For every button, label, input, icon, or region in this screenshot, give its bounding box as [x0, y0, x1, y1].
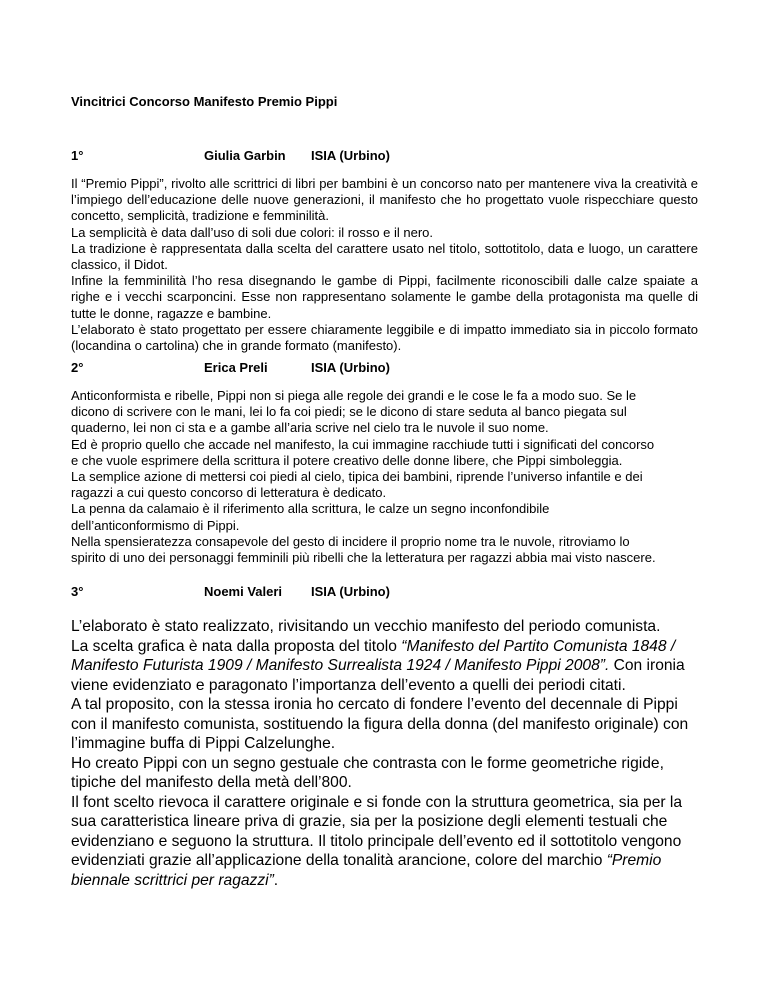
entry-school: ISIA (Urbino)	[311, 360, 390, 375]
text-span: .	[273, 871, 279, 889]
text-line: dicono di scrivere con le mani, lei lo fa coi piedi; se le dicono di stare seduta al banco piegata sul	[71, 404, 627, 420]
entry-header-first	[71, 148, 698, 164]
paragraph	[71, 793, 698, 891]
entry-author-name: Erica Preli	[204, 360, 268, 375]
text-line: Nella spensieratezza consapevole del gesto di incidere il proprio nome tra le nuvole, ritroviamo lo	[71, 533, 630, 549]
paragraph: Il “Premio Pippi”, rivolto alle scrittrici di libri per bambini è un concorso nato per mantenere viva la creatività e l’impiego dell’educazione delle nuove generazioni, il manifesto che ho progettato vuole rispecchiare questo concetto, semplicità, tradizione e femminilità.	[71, 176, 698, 224]
text-line: La penna da calamaio è il riferimento alla scrittura, le calze un segno inconfondibile	[71, 501, 550, 517]
text-line: quaderno, lei non ci sta e a gambe all’aria scrive nel cielo tra le nuvole il suo nome.	[71, 420, 549, 436]
entry-description-first	[71, 176, 698, 354]
text-line: Ed è proprio quello che accade nel manifesto, la cui immagine racchiude tutti i significati del concorso	[71, 436, 655, 452]
entry-description-third	[71, 617, 698, 890]
entry-rank: 3°	[71, 584, 84, 599]
entry-school: ISIA (Urbino)	[311, 584, 390, 599]
entry-school: ISIA (Urbino)	[311, 148, 390, 163]
entry-description-second	[71, 388, 698, 566]
text-span: Il font scelto rievoca il carattere originale e si fonde con la struttura geometrica, sia per la sua caratteristica lineare priva di grazie, sia per la posizione degli elementi testuali che evidenziano e seguono la struttura. Il titolo principale dell’evento ed il sottotitolo vengono evidenziati grazie all’applicazione della tonalità arancione, colore del marchio	[71, 793, 683, 869]
text-line: Anticonformista e ribelle, Pippi non si piega alle regole dei grandi e le cose le fa a modo suo. Se le	[71, 388, 637, 403]
paragraph: Infine la femminilità l’ho resa disegnando le gambe di Pippi, facilmente riconoscibili dalle calze spaiate a righe e i vecchi scarponcini. Esse non rappresentano solamente le gambe della protagonista ma quelle di tutte le donne, ragazze e bambine.	[71, 273, 698, 321]
entry-author-name: Giulia Garbin	[204, 148, 286, 163]
text-line: ragazzi a cui questo concorso di letteratura è dedicato.	[71, 485, 387, 501]
text-line: e che vuole esprimere della scrittura il potere creativo delle donne libere, che Pippi simboleggia.	[71, 452, 623, 468]
text-line: spirito di uno dei personaggi femminili più ribelli che la letteratura per ragazzi abbia mai visto nascere.	[71, 550, 656, 566]
italic-brand-quote: “Premio biennale scrittrici per ragazzi”	[71, 852, 662, 889]
document-title: Vincitrici Concorso Manifesto Premio Pippi	[71, 94, 338, 109]
entry-header-second	[71, 360, 698, 376]
entry-rank: 1°	[71, 148, 84, 163]
paragraph: La tradizione è rappresentata dalla scelta del carattere usato nel titolo, sottotitolo, data e luogo, un carattere classico, il Didot.	[71, 240, 698, 273]
italic-title-quote: “Manifesto del Partito Comunista 1848 / Manifesto Futurista 1909 / Manifesto Surrealista 1924 / Manifesto Pippi 2008”.	[71, 637, 676, 674]
entry-author-name: Noemi Valeri	[204, 584, 283, 599]
paragraph: Ho creato Pippi con un segno gestuale che contrasta con le forme geometriche rigide, tipiche del manifesto della metà dell’800.	[71, 754, 664, 791]
paragraph: L’elaborato è stato realizzato, rivisitando un vecchio manifesto del periodo comunista.	[71, 618, 661, 635]
text-line: La semplice azione di mettersi coi piedi al cielo, tipica dei bambini, riprende l’universo infantile e dei	[71, 469, 643, 485]
text-span: La scelta grafica è nata dalla proposta del titolo	[71, 637, 402, 655]
paragraph: La semplicità è data dall’uso di soli due colori: il rosso e il nero.	[71, 224, 434, 240]
paragraph: L’elaborato è stato progettato per essere chiaramente leggibile e di impatto immediato sia in piccolo formato (locandina o cartolina) che in grande formato (manifesto).	[71, 321, 698, 354]
paragraph	[71, 637, 698, 696]
paragraph: A tal proposito, con la stessa ironia ho cercato di fondere l’evento del decennale di Pippi con il manifesto comunista, sostituendo la figura della donna (del manifesto originale) con l’immagine buffa di Pippi Calzelunghe.	[71, 696, 689, 752]
entry-rank: 2°	[71, 360, 84, 375]
entry-header-third	[71, 584, 698, 600]
text-span: Con ironia viene evidenziato e paragonato l’importanza dell’evento a quelli dei periodi citati.	[71, 657, 685, 694]
text-line: dell’anticonformismo di Pippi.	[71, 517, 240, 533]
